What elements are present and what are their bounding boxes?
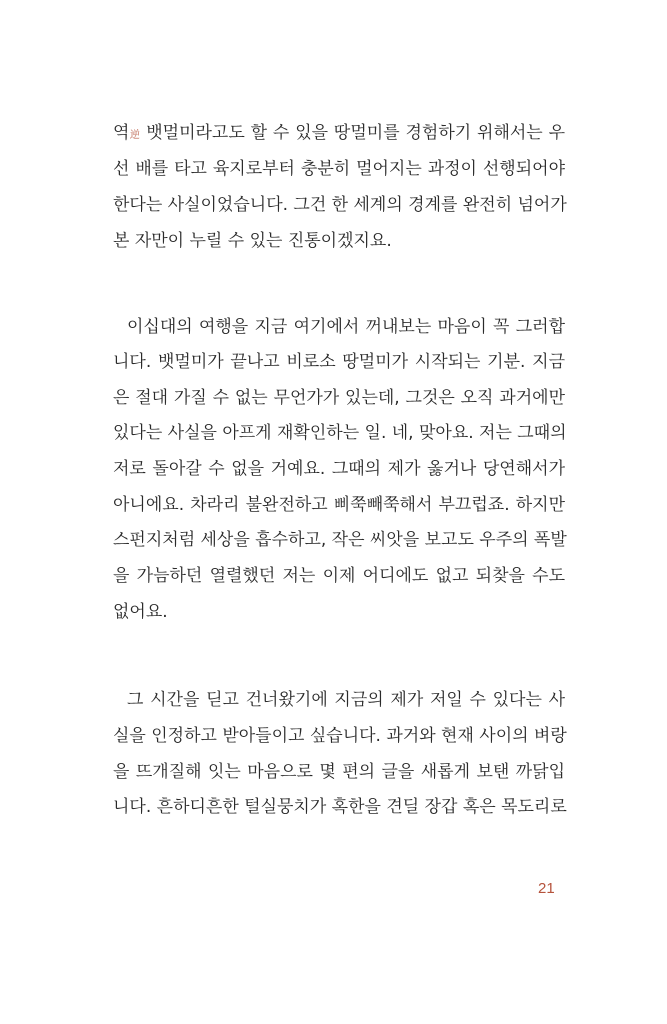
text-line: 아니에요. 차라리 불완전하고 삐쭉빼쭉해서 부끄럽죠. 하지만 xyxy=(113,495,565,515)
text-line: 본 자만이 누릴 수 있는 진통이겠지요. xyxy=(113,231,392,251)
text-line xyxy=(113,121,565,148)
text-line: 실을 인정하고 받아들이고 싶습니다. 과거와 현재 사이의 벼랑 xyxy=(113,726,567,746)
text-line: 저로 돌아갈 수 없을 거예요. 그때의 제가 옳거나 당연해서가 xyxy=(113,459,565,479)
page-number: 21 xyxy=(538,880,555,897)
text-span: 뱃멀미라고도 할 수 있을 땅멀미를 경험하기 위해서는 우 xyxy=(140,123,566,143)
text-line: 스펀지처럼 세상을 흡수하고, 작은 씨앗을 보고도 우주의 폭발 xyxy=(113,530,567,550)
text-line: 한다는 사실이었습니다. 그건 한 세계의 경계를 완전히 넘어가 xyxy=(113,195,567,215)
text-line: 선 배를 타고 육지로부터 충분히 멀어지는 과정이 선행되어야 xyxy=(113,159,565,179)
text-line: 니다. 흔하디흔한 털실뭉치가 혹한을 견딜 장갑 혹은 목도리로 xyxy=(113,797,567,817)
text-line: 은 절대 가질 수 없는 무언가가 있는데, 그것은 오직 과거에만 xyxy=(113,388,565,408)
text-line: 그 시간을 딛고 건너왔기에 지금의 제가 저일 수 있다는 사 xyxy=(127,690,565,710)
text-line: 없어요. xyxy=(113,602,168,622)
hanja-annotation: 逆 xyxy=(129,130,141,141)
text-line: 있다는 사실을 아프게 재확인하는 일. 네, 맞아요. 저는 그때의 xyxy=(113,423,567,443)
text-line: 니다. 뱃멀미가 끝나고 비로소 땅멀미가 시작되는 기분. 지금 xyxy=(113,352,565,372)
text-word: 역 xyxy=(113,123,130,143)
text-line: 을 가늠하던 열렬했던 저는 이제 어디에도 없고 되찾을 수도 xyxy=(113,566,565,586)
text-line: 을 뜨개질해 잇는 마음으로 몇 편의 글을 새롭게 보탠 까닭입 xyxy=(113,762,565,782)
text-line: 이십대의 여행을 지금 여기에서 꺼내보는 마음이 꼭 그러합 xyxy=(127,317,565,337)
